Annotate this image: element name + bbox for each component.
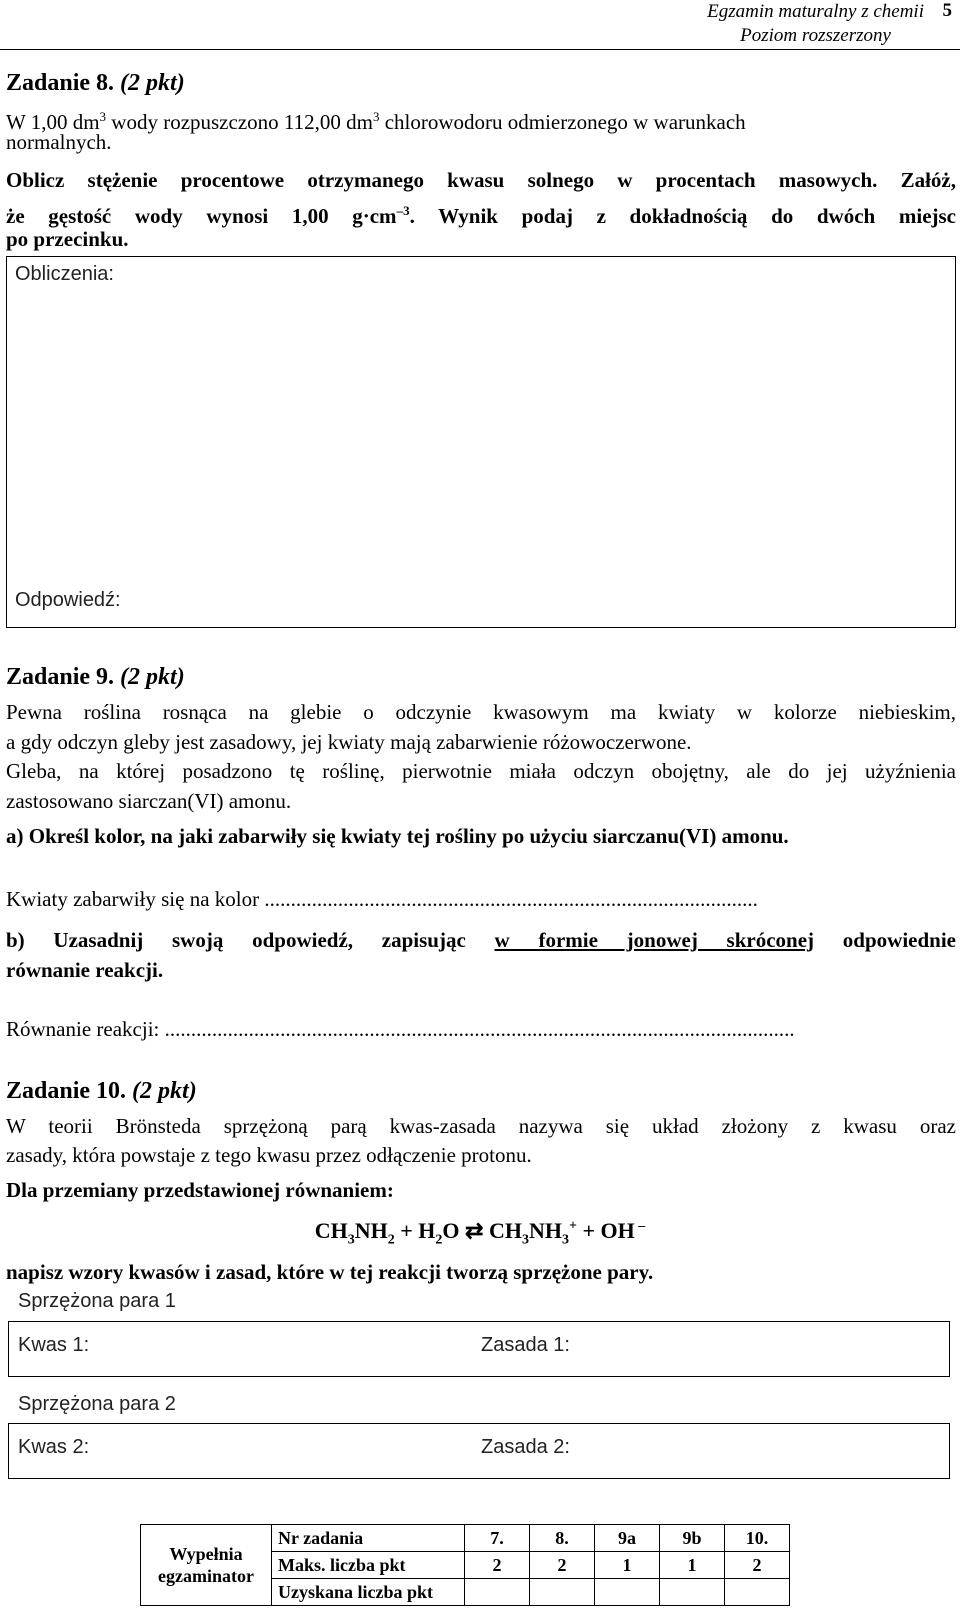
intro-text-1: W 1,00 dm [6, 110, 100, 134]
chemical-equation [0, 1218, 960, 1248]
task9-points: (2 pkt) [120, 664, 185, 690]
task8-title-number: Zadanie 8. [6, 70, 121, 96]
eq-plus: + [576, 1218, 601, 1243]
task10-title-number: Zadanie 10. [6, 1078, 133, 1104]
task9a-answer-line[interactable]: Kwiaty zabarwiły się na kolor .............................................................................................. [6, 887, 758, 911]
intro-text-3: chlorowodoru odmierzonego w warunkach [379, 110, 746, 134]
task9b-question-line2: równanie reakcji. [6, 958, 164, 982]
page-number: 5 [942, 0, 952, 21]
table-cell: Nr zadania [272, 1525, 465, 1552]
command-text: że gęstość wody wynosi 1,00 g·cm [6, 204, 397, 228]
task8-answer-box[interactable] [6, 256, 956, 628]
table-cell: 1 [595, 1552, 660, 1579]
task10-text-line1: W teorii Brönsteda sprzężoną parą kwas-zasada nazywa się układ złożony z kwasu oraz [6, 1114, 956, 1138]
table-cell: 2 [530, 1552, 595, 1579]
superscript: 3 [372, 109, 380, 124]
eq-text: H [418, 1218, 436, 1243]
score-input-cell[interactable] [465, 1579, 530, 1606]
base1-field[interactable]: Zasada 1: [481, 1334, 570, 1356]
score-input-cell[interactable] [530, 1579, 595, 1606]
score-input-cell[interactable] [725, 1579, 790, 1606]
task9b-question-line1 [6, 926, 956, 955]
answer-label: Odpowiedź: [15, 589, 121, 611]
examiner-label-2: egzaminator [158, 1566, 254, 1586]
pair2-box [8, 1423, 950, 1479]
eq-text: OH [600, 1218, 635, 1243]
table-cell: Maks. liczba pkt [272, 1552, 465, 1579]
task9-text-line2: a gdy odczyn gleby jest zasadowy, jej kwiaty mają zabarwienie różowoczerwone. [6, 730, 692, 754]
eq-sub: 2 [435, 1232, 443, 1248]
table-cell: 9a [595, 1525, 660, 1552]
running-header [707, 0, 924, 48]
pair1-box [8, 1321, 950, 1377]
task8-command-line1: Oblicz stężenie procentowe otrzymanego kwasu solnego w procentach masowych. Załóż, [6, 168, 956, 192]
eq-sub: 3 [561, 1232, 569, 1248]
task10-points: (2 pkt) [132, 1078, 197, 1104]
pair2-label: Sprzężona para 2 [18, 1393, 176, 1415]
eq-sub: 2 [387, 1232, 395, 1248]
header-level: Poziom rozszerzony [740, 25, 891, 46]
equilibrium-arrow: ⇄ [459, 1218, 489, 1243]
base2-field[interactable]: Zasada 2: [481, 1436, 570, 1458]
task9a-question: a) Określ kolor, na jaki zabarwiły się kwiaty tej rośliny po użyciu siarczanu(VI) amonu. [6, 824, 789, 848]
table-cell: 8. [530, 1525, 595, 1552]
intro-text-2: wody rozpuszczono 112,00 dm [106, 110, 373, 134]
header-rule [0, 49, 960, 50]
calculations-label: Obliczenia: [15, 263, 114, 285]
superscript: –3 [396, 203, 410, 218]
eq-text: NH [528, 1218, 562, 1243]
question-text: b) Uzasadnij swoją odpowiedź, zapisując [6, 928, 495, 952]
task9-text-line1: Pewna roślina rosnąca na glebie o odczynie kwasowym ma kwiaty w kolorze niebieskim, [6, 700, 956, 724]
task9-title-number: Zadanie 9. [6, 664, 121, 690]
examiner-cell [141, 1525, 272, 1606]
acid2-field[interactable]: Kwas 2: [18, 1436, 90, 1458]
task10-command2: napisz wzory kwasów i zasad, które w tej reakcji tworzą sprzężone pary. [6, 1260, 654, 1284]
task8-intro-line1 [6, 102, 956, 137]
eq-charge: – [634, 1218, 646, 1234]
task9-title [6, 664, 185, 691]
underlined-phrase: w formie jonowej skróconej [494, 928, 815, 952]
task8-title [6, 70, 185, 97]
acid1-field[interactable]: Kwas 1: [18, 1334, 90, 1356]
task10-text-line2: zasady, która powstaje z tego kwasu przez odłączenie protonu. [6, 1143, 532, 1167]
score-row-task-numbers [141, 1525, 790, 1552]
eq-text: O [442, 1218, 460, 1243]
task10-title [6, 1078, 197, 1105]
task9b-answer-line[interactable]: Równanie reakcji: ........................................................................................................................ [6, 1017, 795, 1041]
eq-text: NH [354, 1218, 388, 1243]
score-input-cell[interactable] [660, 1579, 725, 1606]
eq-plus: + [394, 1218, 419, 1243]
pair1-label: Sprzężona para 1 [18, 1290, 176, 1312]
task8-intro-line2: normalnych. [6, 130, 112, 154]
table-cell: 1 [660, 1552, 725, 1579]
table-cell: 7. [465, 1525, 530, 1552]
table-cell: 2 [465, 1552, 530, 1579]
question-text: odpowiednie [814, 928, 956, 952]
eq-text: CH [314, 1218, 348, 1243]
table-cell: Uzyskana liczba pkt [272, 1579, 465, 1606]
task9-text-line3: Gleba, na której posadzono tę roślinę, pierwotnie miała odczyn obojętny, ale do jej użyźnienia [6, 759, 956, 783]
task10-command1: Dla przemiany przedstawionej równaniem: [6, 1178, 394, 1202]
score-table [140, 1524, 790, 1606]
header-exam-title: Egzamin maturalny z chemii [707, 1, 924, 22]
table-cell: 10. [725, 1525, 790, 1552]
task8-points: (2 pkt) [120, 70, 185, 96]
table-cell: 9b [660, 1525, 725, 1552]
eq-sub: 3 [521, 1232, 529, 1248]
table-cell: 2 [725, 1552, 790, 1579]
task9-text-line4: zastosowano siarczan(VI) amonu. [6, 789, 292, 813]
task8-command-line2 [6, 196, 956, 231]
examiner-label-1: Wypełnia [169, 1544, 243, 1564]
score-input-cell[interactable] [595, 1579, 660, 1606]
command-text: . Wynik podaj z dokładnością do dwóch miejsc [409, 204, 956, 228]
eq-sub: 3 [347, 1232, 355, 1248]
eq-charge: + [568, 1218, 577, 1234]
task8-command-line3: po przecinku. [6, 227, 129, 251]
eq-text: CH [488, 1218, 522, 1243]
superscript: 3 [99, 109, 107, 124]
